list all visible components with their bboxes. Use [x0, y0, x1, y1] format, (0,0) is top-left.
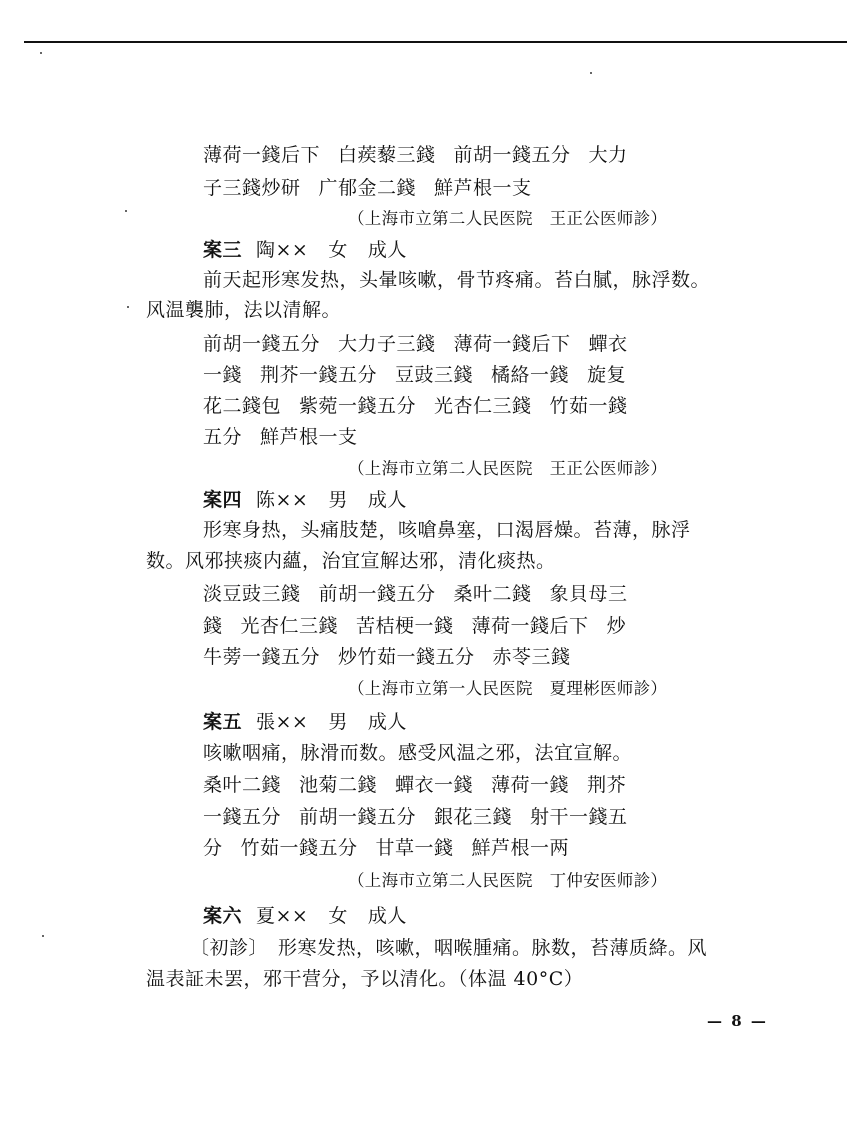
case-number: 案四	[203, 489, 243, 511]
case5-rx-line-1	[203, 771, 626, 799]
herb-item: 鮮芦根一支	[434, 177, 532, 199]
herb-item: 射干一錢五	[530, 806, 628, 828]
herb-item: 苦桔梗一錢	[356, 615, 454, 637]
herb-item: 薄荷一錢后下	[203, 144, 321, 166]
patient-sex: 男	[328, 711, 348, 733]
case5-rx-line-2	[203, 803, 628, 831]
herb-item: 象貝母三	[549, 583, 628, 605]
herb-item: 光杏仁三錢	[240, 615, 339, 637]
scan-speck	[42, 935, 44, 937]
herb-item: 桑叶二錢	[453, 583, 532, 605]
herb-item: 一錢	[203, 364, 243, 386]
patient-name: 張××	[256, 711, 309, 733]
herb-item: 炒	[606, 615, 627, 637]
herb-item: 荆芥	[587, 774, 627, 796]
herb-item: 錢	[203, 615, 223, 637]
case3-rx-line-1	[203, 330, 628, 358]
case5-rx-line-3	[203, 834, 569, 862]
herb-item: 淡豆豉三錢	[203, 583, 301, 605]
case3-heading	[203, 236, 407, 264]
herb-item: 蟬衣	[588, 333, 628, 355]
case4-rx-line-3	[203, 643, 571, 671]
patient-name: 陈××	[256, 489, 309, 511]
case3-rx-line-2	[203, 361, 626, 389]
case5-description-line-1: 咳嗽咽痛，脉滑而数。感受风温之邪，法宜宣解。	[203, 742, 633, 764]
case6-description-line-1: 〔初診〕 形寒发热，咳嗽，咽喉腫痛。脉数，苔薄质絳。风	[190, 937, 708, 959]
herb-item: 炒竹茹一錢五分	[338, 646, 475, 668]
case3-rx-line-4	[203, 423, 358, 451]
herb-item: 紫菀一錢五分	[299, 395, 417, 417]
herb-item: 荆芥一錢五分	[260, 364, 378, 386]
herb-item: 旋复	[587, 364, 627, 386]
herb-item: 薄荷一錢后下	[471, 615, 589, 637]
herb-item: 白蒺藜三錢	[338, 144, 436, 166]
herb-item: 广郁金二錢	[318, 177, 417, 199]
scan-speck	[127, 306, 129, 308]
herb-item: 前胡一錢五分	[453, 144, 571, 166]
scan-speck	[590, 72, 592, 74]
herb-item: 前胡一錢五分	[203, 333, 321, 355]
case4-description-line-2: 数。风邪挟痰内蘊，治宜宣解达邪，清化痰热。	[146, 550, 556, 572]
case2-rx-line-1	[203, 141, 628, 169]
case4-rx-line-1	[203, 580, 628, 608]
patient-sex: 男	[328, 489, 348, 511]
case4-source: （上海市立第一人民医院 夏理彬医师診）	[348, 679, 668, 698]
case4-heading	[203, 486, 407, 514]
herb-item: 橘絡一錢	[491, 364, 570, 386]
case6-description-line-2: 温表証未罢，邪干营分，予以清化。（体温 40°C）	[146, 968, 584, 990]
case3-description-line-2: 风温襲肺，法以清解。	[146, 299, 342, 321]
patient-sex: 女	[328, 239, 348, 261]
herb-item: 蟬衣一錢	[395, 774, 474, 796]
scan-speck	[40, 52, 42, 54]
case3-description-line-1: 前天起形寒发热，头暈咳嗽，骨节疼痛。苔白膩，脉浮数。	[203, 269, 711, 291]
case2-source: （上海市立第二人民医院 王正公医师診）	[348, 209, 668, 228]
herb-item: 鮮芦根一两	[471, 837, 570, 859]
herb-item: 五分	[203, 426, 243, 448]
herb-item: 前胡一錢五分	[318, 583, 436, 605]
herb-item: 薄荷一錢后下	[453, 333, 571, 355]
herb-item: 花二錢包	[203, 395, 282, 417]
patient-age: 成人	[367, 489, 407, 511]
case3-rx-line-3	[203, 392, 628, 420]
herb-item: 子三錢炒研	[203, 177, 301, 199]
herb-item: 大力子三錢	[338, 333, 436, 355]
herb-item: 前胡一錢五分	[299, 806, 417, 828]
patient-age: 成人	[367, 711, 407, 733]
herb-item: 甘草一錢	[375, 837, 454, 859]
case5-source: （上海市立第二人民医院 丁仲安医师診）	[348, 871, 668, 890]
herb-item: 池菊二錢	[299, 774, 378, 796]
herb-item: 大力	[588, 144, 628, 166]
herb-item: 分	[203, 837, 223, 859]
case6-heading	[203, 902, 407, 930]
case-number: 案六	[203, 905, 243, 927]
case5-heading	[203, 708, 407, 736]
herb-item: 竹茹一錢五分	[240, 837, 358, 859]
herb-item: 豆豉三錢	[395, 364, 474, 386]
patient-age: 成人	[367, 905, 407, 927]
patient-age: 成人	[367, 239, 407, 261]
herb-item: 薄荷一錢	[491, 774, 570, 796]
herb-item: 桑叶二錢	[203, 774, 282, 796]
herb-item: 銀花三錢	[434, 806, 513, 828]
case2-rx-line-2	[203, 174, 532, 202]
herb-item: 竹茹一錢	[549, 395, 628, 417]
case-number: 案三	[203, 239, 243, 261]
patient-name: 陶××	[256, 239, 309, 261]
patient-sex: 女	[328, 905, 348, 927]
case3-source: （上海市立第二人民医院 王正公医师診）	[348, 459, 668, 478]
herb-item: 赤苓三錢	[492, 646, 571, 668]
page-number: — 8 —	[707, 1012, 768, 1030]
patient-name: 夏××	[256, 905, 309, 927]
herb-item: 光杏仁三錢	[434, 395, 532, 417]
herb-item: 鮮芦根一支	[260, 426, 358, 448]
case-number: 案五	[203, 711, 243, 733]
scan-speck	[125, 210, 127, 212]
header-rule	[24, 41, 847, 43]
case4-rx-line-2	[203, 612, 626, 640]
herb-item: 一錢五分	[203, 806, 282, 828]
herb-item: 牛蒡一錢五分	[203, 646, 321, 668]
case4-description-line-1: 形寒身热，头痛肢楚，咳嗆鼻塞，口渴唇燥。苔薄，脉浮	[203, 519, 691, 541]
